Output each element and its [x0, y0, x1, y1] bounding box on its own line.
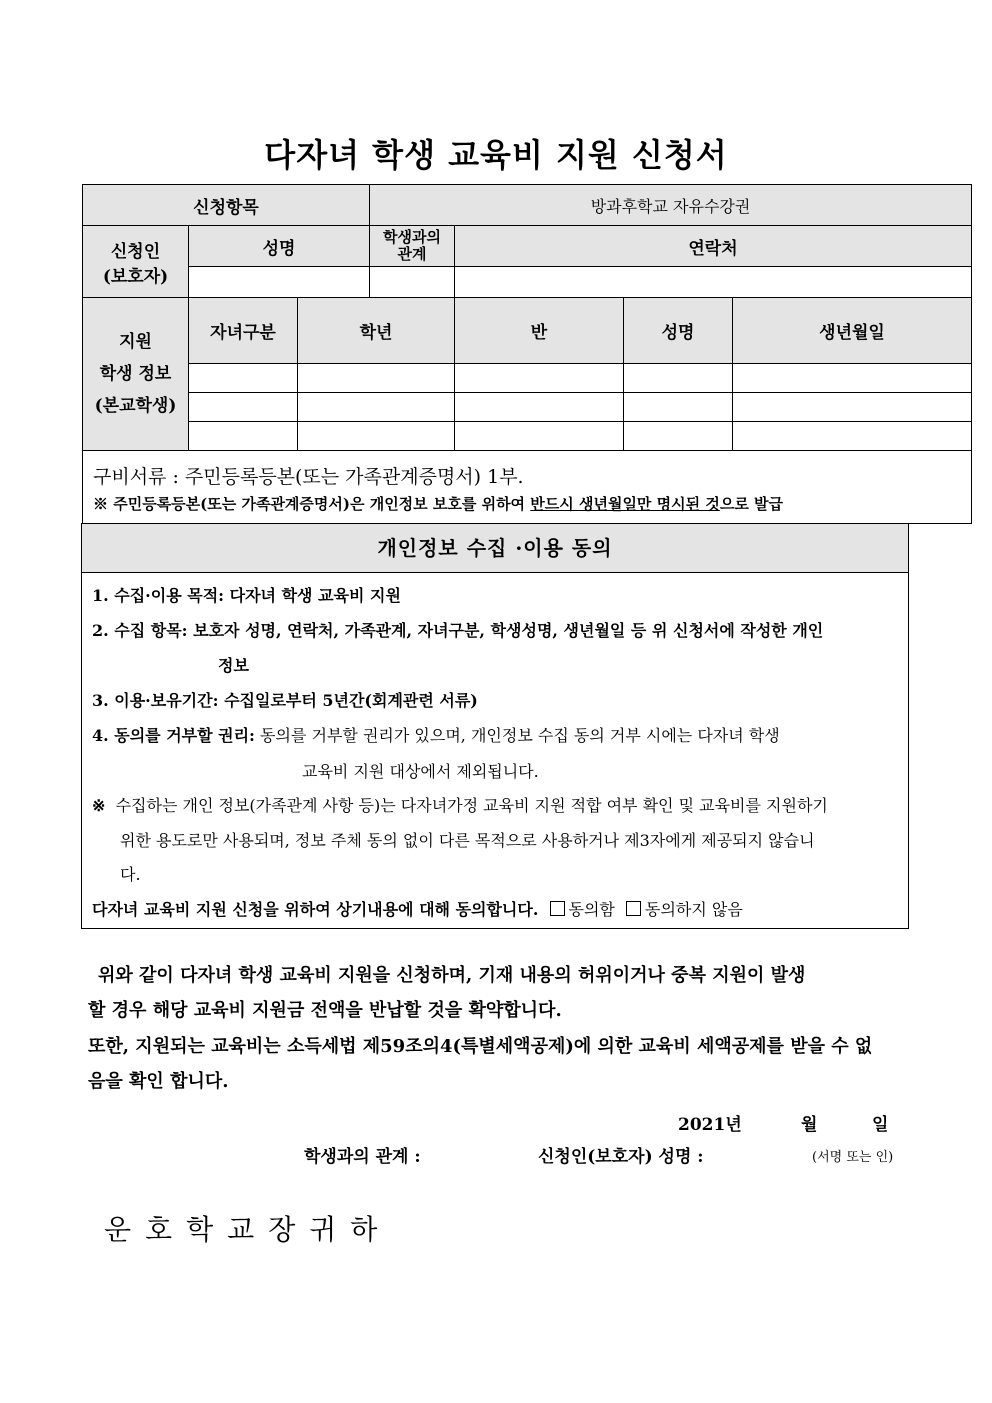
applicant-signature-label: 신청인(보호자) 성명 : — [538, 1147, 704, 1167]
agree-checkbox[interactable] — [550, 901, 565, 916]
child-type-header: 자녀구분 — [189, 298, 298, 364]
page-title: 다자녀 학생 교육비 지원 신청서 — [264, 136, 728, 174]
student-info-label: 지원 학생 정보 (본교학생) — [83, 298, 189, 451]
child-type-field[interactable] — [189, 422, 298, 451]
class-field[interactable] — [455, 364, 624, 393]
grade-field[interactable] — [298, 364, 455, 393]
class-header: 반 — [455, 298, 624, 364]
child-type-field[interactable] — [189, 364, 298, 393]
pledge-line-3: 또한, 지원되는 교육비는 소득세법 제59조의4(특별세액공제)에 의한 교육비 세액공제를 받을 수 없 — [88, 1036, 873, 1057]
disagree-label: 동의하지 않음 — [644, 900, 743, 919]
applicant-name-field[interactable] — [189, 267, 370, 298]
consent-item-2: 2. 수집 항목: 보호자 성명, 연락처, 가족관계, 자녀구분, 학생성명, 생년월일 등 위 신청서에 작성한 개인 — [92, 621, 824, 640]
class-field[interactable] — [455, 422, 624, 451]
consent-item-2-cont: 정보 — [218, 656, 249, 675]
relation-header: 학생과의 관계 — [370, 226, 455, 267]
disagree-checkbox[interactable] — [626, 901, 641, 916]
date-month: 월 — [801, 1115, 818, 1135]
consent-heading: 개인정보 수집 ·이용 동의 — [82, 523, 908, 573]
birthdate-field[interactable] — [733, 422, 972, 451]
birthdate-header: 생년월일 — [733, 298, 972, 364]
agree-label: 동의함 — [568, 900, 615, 919]
consent-item-3: 3. 이용·보유기간: 수집일로부터 5년간(회계관련 서류) — [92, 691, 478, 710]
consent-item-4-cont: 교육비 지원 대상에서 제외됩니다. — [302, 762, 539, 781]
class-field[interactable] — [455, 393, 624, 422]
consent-note-end: 다. — [120, 865, 141, 884]
student-row — [83, 364, 972, 393]
grade-field[interactable] — [298, 422, 455, 451]
student-name-field[interactable] — [624, 364, 733, 393]
relation-field[interactable] — [370, 267, 455, 298]
pledge-line-4: 음을 확인 합니다. — [88, 1071, 229, 1092]
contact-field[interactable] — [455, 267, 972, 298]
grade-field[interactable] — [298, 393, 455, 422]
documents-line: 구비서류 : 주민등록등본(또는 가족관계증명서) 1부. — [93, 466, 524, 488]
birthdate-field[interactable] — [733, 364, 972, 393]
application-table — [82, 184, 972, 524]
child-type-field[interactable] — [189, 393, 298, 422]
item-value: 방과후학교 자유수강권 — [370, 185, 972, 226]
consent-note-cont: 위한 용도로만 사용되며, 정보 주체 동의 없이 다른 목적으로 사용하거나 제3자에게 제공되지 않습니 — [120, 831, 815, 850]
student-name-field[interactable] — [624, 422, 733, 451]
consent-item-1: 1. 수집·이용 목적: 다자녀 학생 교육비 지원 — [92, 586, 401, 605]
student-row — [83, 422, 972, 451]
birthdate-field[interactable] — [733, 393, 972, 422]
sign-hint: (서명 또는 인) — [812, 1150, 894, 1165]
consent-item-4: 4. 동의를 거부할 권리: 동의를 거부할 권리가 있으며, 개인정보 수집 동의 거부 시에는 다자녀 학생 — [92, 726, 780, 745]
applicant-label: 신청인 (보호자) — [83, 226, 189, 298]
student-row — [83, 393, 972, 422]
privacy-consent-box — [81, 523, 909, 929]
student-name-field[interactable] — [624, 393, 733, 422]
pledge-line-1: 위와 같이 다자녀 학생 교육비 지원을 신청하며, 기재 내용의 허위이거나 중복 지원이 발생 — [98, 965, 806, 986]
documents-note: ※ 주민등록등본(또는 가족관계증명서)은 개인정보 보호를 위하여 반드시 생년월일만 명시된 것으로 발급 — [93, 495, 784, 513]
date-year: 2021년 — [678, 1115, 742, 1135]
consent-agreement-line: 다자녀 교육비 지원 신청을 위하여 상기내용에 대해 동의합니다. 동의함 동의하지 않음 — [92, 900, 743, 919]
grade-header: 학년 — [298, 298, 455, 364]
addressee: 운호학교장귀하 — [104, 1213, 392, 1246]
date-day: 일 — [872, 1115, 889, 1135]
required-documents — [83, 451, 972, 524]
student-name-header: 성명 — [624, 298, 733, 364]
item-label: 신청항목 — [83, 185, 370, 226]
consent-note: ※ 수집하는 개인 정보(가족관계 사항 등)는 다자녀가정 교육비 지원 적합 여부 확인 및 교육비를 지원하기 — [92, 796, 828, 815]
contact-header: 연락처 — [455, 226, 972, 267]
relation-signature-label: 학생과의 관계 : — [304, 1147, 421, 1167]
pledge-line-2: 할 경우 해당 교육비 지원금 전액을 반납할 것을 확약합니다. — [88, 1000, 562, 1021]
applicant-name-header: 성명 — [189, 226, 370, 267]
